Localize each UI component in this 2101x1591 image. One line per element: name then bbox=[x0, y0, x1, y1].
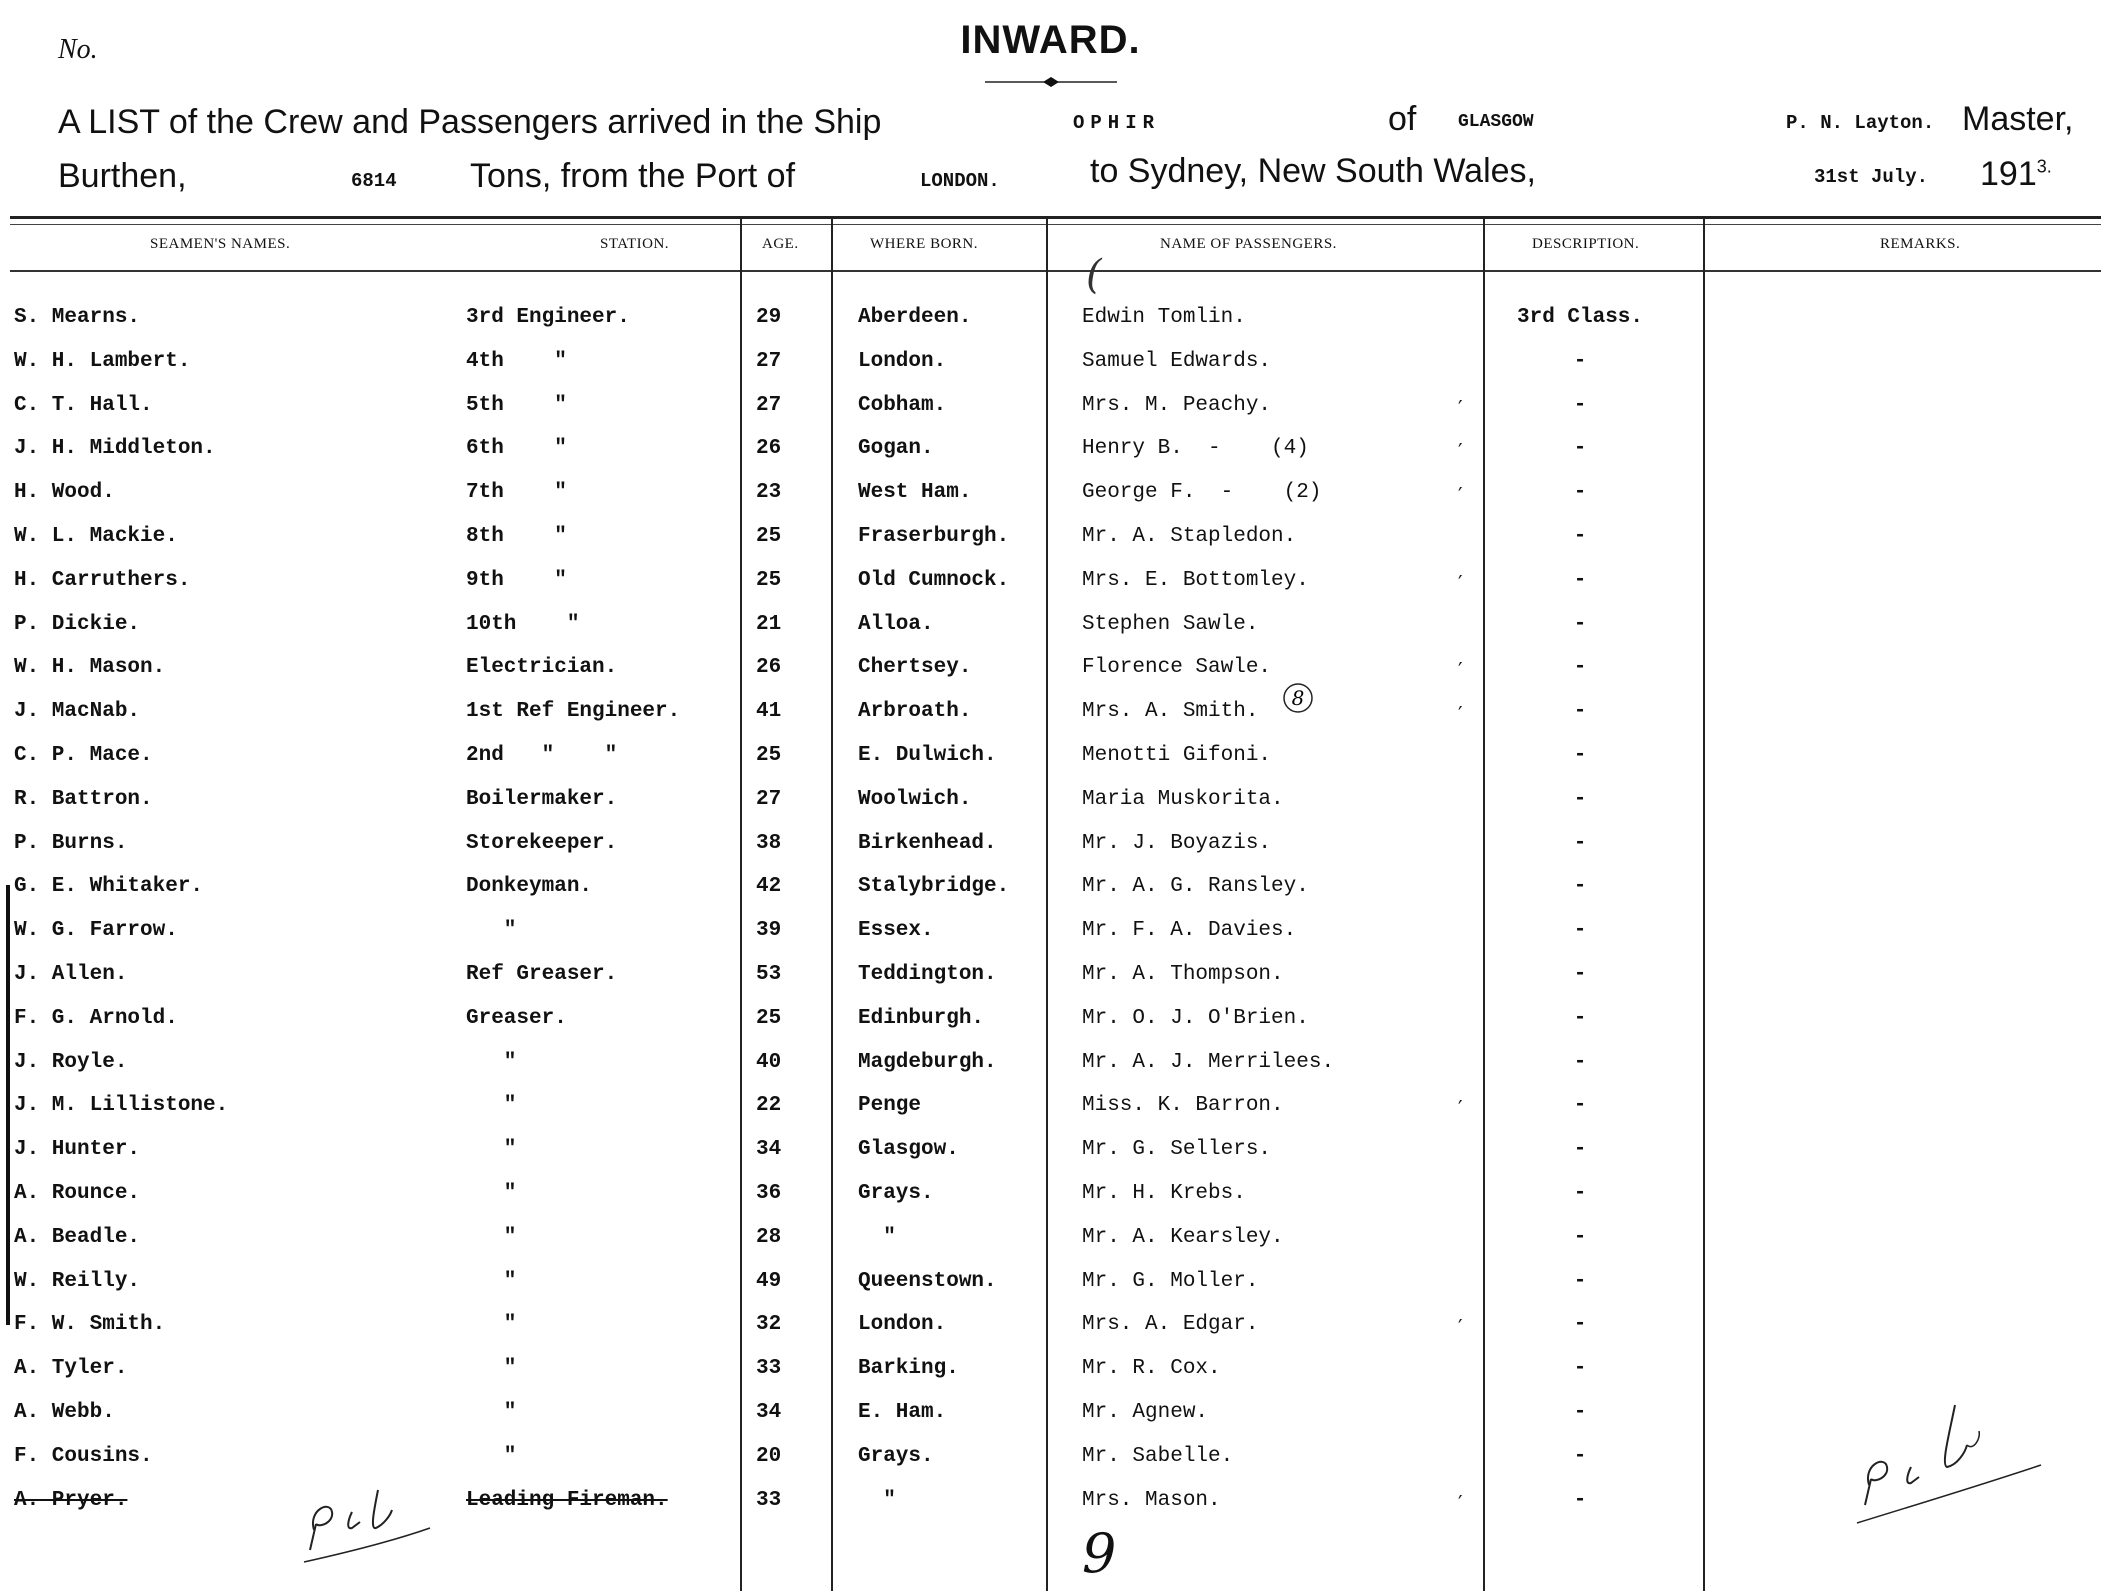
passenger-name: Mr. Agnew. bbox=[1082, 1401, 1209, 1424]
table-row bbox=[0, 1138, 2101, 1182]
tons-from-port-text: Tons, from the Port of bbox=[470, 157, 796, 195]
station: " bbox=[466, 1313, 517, 1336]
table-row bbox=[0, 832, 2101, 876]
station: 10th " bbox=[466, 613, 580, 636]
burthen-label: Burthen, bbox=[58, 157, 187, 195]
passenger-name: Mrs. A. Edgar. bbox=[1082, 1313, 1259, 1336]
where-born: Gogan. bbox=[858, 437, 934, 460]
description: - bbox=[1573, 437, 1587, 460]
age: 28 bbox=[756, 1226, 782, 1249]
table-row bbox=[0, 875, 2101, 919]
description: - bbox=[1573, 1445, 1587, 1468]
column-header-seamen-names: SEAMEN'S NAMES. bbox=[150, 236, 291, 252]
seaman-name: P. Dickie. bbox=[14, 613, 141, 636]
table-row bbox=[0, 656, 2101, 700]
table-row bbox=[0, 1051, 2101, 1095]
where-born: Edinburgh. bbox=[858, 1007, 985, 1030]
passenger-name: Menotti Gifoni. bbox=[1082, 744, 1272, 767]
station: Donkeyman. bbox=[466, 875, 593, 898]
passenger-name: Mr. H. Krebs. bbox=[1082, 1182, 1246, 1205]
table-row bbox=[0, 1313, 2101, 1357]
passenger-name: Mr. A. Stapledon. bbox=[1082, 525, 1297, 548]
seaman-name: J. Allen. bbox=[14, 963, 128, 986]
station: 1st Ref Engineer. bbox=[466, 700, 681, 723]
station: 7th " bbox=[466, 481, 567, 504]
year: $191^{3.}$ bbox=[1980, 155, 2052, 193]
station: " bbox=[466, 1182, 517, 1205]
station: 4th " bbox=[466, 350, 567, 373]
where-born: " bbox=[858, 1489, 896, 1512]
passenger-name: Mr. A. G. Ransley. bbox=[1082, 875, 1309, 898]
where-born: Penge bbox=[858, 1094, 922, 1117]
seaman-name: F. Cousins. bbox=[14, 1445, 153, 1468]
check-mark-icon: ′ bbox=[1458, 439, 1463, 463]
passenger-name: Mrs. E. Bottomley. bbox=[1082, 569, 1309, 592]
passenger-name: Mrs. Mason. bbox=[1082, 1489, 1221, 1512]
seaman-name: W. Reilly. bbox=[14, 1270, 141, 1293]
where-born: Magdeburgh. bbox=[858, 1051, 997, 1074]
age: 36 bbox=[756, 1182, 782, 1205]
where-born: Old Cumnock. bbox=[858, 569, 1010, 592]
where-born: Stalybridge. bbox=[858, 875, 1010, 898]
table-top-rule-thin bbox=[10, 224, 2101, 225]
seaman-name: J. Hunter. bbox=[14, 1138, 141, 1161]
column-header-age: AGE. bbox=[762, 236, 799, 252]
description: - bbox=[1573, 1138, 1587, 1161]
seaman-name: A. Rounce. bbox=[14, 1182, 141, 1205]
station: Leading Fireman. bbox=[466, 1489, 668, 1512]
description: - bbox=[1573, 1270, 1587, 1293]
station: Ref Greaser. bbox=[466, 963, 618, 986]
seaman-name: A. Pryer. bbox=[14, 1489, 128, 1512]
passenger-name: Edwin Tomlin. bbox=[1082, 306, 1246, 329]
where-born: Glasgow. bbox=[858, 1138, 959, 1161]
description: - bbox=[1573, 963, 1587, 986]
passenger-name: Mrs. M. Peachy. bbox=[1082, 394, 1272, 417]
station: " bbox=[466, 1051, 517, 1074]
table-row bbox=[0, 481, 2101, 525]
column-header-where-born: WHERE BORN. bbox=[870, 236, 978, 252]
description: - bbox=[1573, 1051, 1587, 1074]
passenger-name: Mr. G. Sellers. bbox=[1082, 1138, 1272, 1161]
seaman-name: R. Battron. bbox=[14, 788, 153, 811]
description: - bbox=[1573, 613, 1587, 636]
table-row bbox=[0, 613, 2101, 657]
of-word: of bbox=[1388, 100, 1417, 138]
description: - bbox=[1573, 1401, 1587, 1424]
table-top-rule bbox=[10, 216, 2101, 219]
passenger-name: Mr. A. J. Merrilees. bbox=[1082, 1051, 1335, 1074]
seaman-name: C. T. Hall. bbox=[14, 394, 153, 417]
number-label: No. bbox=[58, 34, 98, 65]
seaman-name: W. L. Mackie. bbox=[14, 525, 178, 548]
passenger-name: Miss. K. Barron. bbox=[1082, 1094, 1284, 1117]
table-row bbox=[0, 1007, 2101, 1051]
seaman-name: W. H. Mason. bbox=[14, 656, 166, 679]
master-word: Master, bbox=[1962, 100, 2074, 138]
table-row bbox=[0, 350, 2101, 394]
age: 40 bbox=[756, 1051, 782, 1074]
seaman-name: H. Wood. bbox=[14, 481, 115, 504]
passenger-name: Maria Muskorita. bbox=[1082, 788, 1284, 811]
where-born: Arbroath. bbox=[858, 700, 972, 723]
passenger-name: George F. - (2) bbox=[1082, 481, 1322, 504]
passenger-name: Florence Sawle. bbox=[1082, 656, 1272, 679]
table-row bbox=[0, 1357, 2101, 1401]
where-born: Birkenhead. bbox=[858, 832, 997, 855]
description: - bbox=[1573, 1357, 1587, 1380]
column-header-remarks: REMARKS. bbox=[1880, 236, 1961, 252]
where-born: Essex. bbox=[858, 919, 934, 942]
description: - bbox=[1573, 788, 1587, 811]
age: 29 bbox=[756, 306, 782, 329]
table-row bbox=[0, 788, 2101, 832]
description: - bbox=[1573, 569, 1587, 592]
margin-bracket bbox=[6, 885, 10, 1325]
table-row bbox=[0, 525, 2101, 569]
age: 33 bbox=[756, 1357, 782, 1380]
check-mark-icon: ′ bbox=[1458, 702, 1463, 726]
station: " bbox=[466, 1270, 517, 1293]
passenger-name: Henry B. - (4) bbox=[1082, 437, 1309, 460]
initials-signature-right bbox=[1855, 1395, 2045, 1535]
table-row bbox=[0, 1401, 2101, 1445]
where-born: London. bbox=[858, 1313, 947, 1336]
description: - bbox=[1573, 1007, 1587, 1030]
where-born: Grays. bbox=[858, 1182, 934, 1205]
seaman-name: J. Royle. bbox=[14, 1051, 128, 1074]
table-row bbox=[0, 1094, 2101, 1138]
age: 27 bbox=[756, 394, 782, 417]
age: 32 bbox=[756, 1313, 782, 1336]
station: " bbox=[466, 1138, 517, 1161]
seaman-name: A. Tyler. bbox=[14, 1357, 128, 1380]
check-mark-icon: ′ bbox=[1458, 571, 1463, 595]
age: 49 bbox=[756, 1270, 782, 1293]
station: 9th " bbox=[466, 569, 567, 592]
seaman-name: F. W. Smith. bbox=[14, 1313, 166, 1336]
description: - bbox=[1573, 350, 1587, 373]
table-row bbox=[0, 394, 2101, 438]
svg-text:8: 8 bbox=[1291, 686, 1305, 710]
check-mark-icon: ′ bbox=[1458, 1491, 1463, 1515]
description: 3rd Class. bbox=[1516, 306, 1644, 329]
passenger-name: Mrs. A. Smith. bbox=[1082, 700, 1259, 723]
passenger-name: Stephen Sawle. bbox=[1082, 613, 1259, 636]
tonnage: 6814 bbox=[351, 170, 397, 192]
seaman-name: A. Beadle. bbox=[14, 1226, 141, 1249]
table-row bbox=[0, 919, 2101, 963]
station: Boilermaker. bbox=[466, 788, 618, 811]
passenger-name: Mr. A. Kearsley. bbox=[1082, 1226, 1284, 1249]
description: - bbox=[1573, 919, 1587, 942]
age: 27 bbox=[756, 788, 782, 811]
description: - bbox=[1573, 1313, 1587, 1336]
age: 25 bbox=[756, 525, 782, 548]
description: - bbox=[1573, 1489, 1587, 1512]
description: - bbox=[1573, 394, 1587, 417]
age: 22 bbox=[756, 1094, 782, 1117]
age: 25 bbox=[756, 569, 782, 592]
where-born: Grays. bbox=[858, 1445, 934, 1468]
check-mark-icon: ′ bbox=[1458, 483, 1463, 507]
seaman-name: H. Carruthers. bbox=[14, 569, 191, 592]
port-of-registry: GLASGOW bbox=[1458, 112, 1534, 132]
station: " bbox=[466, 1357, 517, 1380]
table-row bbox=[0, 744, 2101, 788]
table-row bbox=[0, 437, 2101, 481]
age: 23 bbox=[756, 481, 782, 504]
column-header-rule bbox=[10, 270, 2101, 272]
list-heading-prefix: A LIST of the Crew and Passengers arrived in the Ship bbox=[58, 103, 882, 141]
seaman-name: C. P. Mace. bbox=[14, 744, 153, 767]
seaman-name: J. MacNab. bbox=[14, 700, 141, 723]
seaman-name: A. Webb. bbox=[14, 1401, 115, 1424]
table-row bbox=[0, 1226, 2101, 1270]
check-mark-icon: ′ bbox=[1458, 396, 1463, 420]
age: 27 bbox=[756, 350, 782, 373]
seaman-name: W. H. Lambert. bbox=[14, 350, 191, 373]
table-row bbox=[0, 963, 2101, 1007]
description: - bbox=[1573, 656, 1587, 679]
master-name: P. N. Layton. bbox=[1786, 112, 1935, 134]
station: " bbox=[466, 1094, 517, 1117]
where-born: Teddington. bbox=[858, 963, 997, 986]
station: 5th " bbox=[466, 394, 567, 417]
age: 26 bbox=[756, 656, 782, 679]
initials-signature-left bbox=[300, 1450, 450, 1570]
title-ornament bbox=[985, 76, 1117, 88]
age: 21 bbox=[756, 613, 782, 636]
where-born: Woolwich. bbox=[858, 788, 972, 811]
table-row bbox=[0, 306, 2101, 350]
where-born: Fraserburgh. bbox=[858, 525, 1010, 548]
seaman-name: F. G. Arnold. bbox=[14, 1007, 178, 1030]
station: 8th " bbox=[466, 525, 567, 548]
description: - bbox=[1573, 744, 1587, 767]
circled-number-mark bbox=[1280, 680, 1316, 716]
handwritten-mark: ( bbox=[1086, 252, 1102, 298]
age: 34 bbox=[756, 1401, 782, 1424]
age: 38 bbox=[756, 832, 782, 855]
port-of-departure: LONDON. bbox=[920, 170, 1000, 192]
seaman-name: J. H. Middleton. bbox=[14, 437, 216, 460]
station: " bbox=[466, 1226, 517, 1249]
station: Greaser. bbox=[466, 1007, 567, 1030]
station: " bbox=[466, 1401, 517, 1424]
age: 42 bbox=[756, 875, 782, 898]
ship-name: OPHIR bbox=[1073, 112, 1161, 134]
column-header-name-of-passengers: NAME OF PASSENGERS. bbox=[1160, 236, 1337, 252]
passenger-name: Mr. O. J. O'Brien. bbox=[1082, 1007, 1309, 1030]
passenger-name: Mr. Sabelle. bbox=[1082, 1445, 1234, 1468]
table-row bbox=[0, 1182, 2101, 1226]
age: 39 bbox=[756, 919, 782, 942]
description: - bbox=[1573, 481, 1587, 504]
age: 20 bbox=[756, 1445, 782, 1468]
seaman-name: S. Mearns. bbox=[14, 306, 141, 329]
passenger-name: Samuel Edwards. bbox=[1082, 350, 1272, 373]
where-born: London. bbox=[858, 350, 947, 373]
seaman-name: W. G. Farrow. bbox=[14, 919, 178, 942]
passenger-name: Mr. J. Boyazis. bbox=[1082, 832, 1272, 855]
age: 26 bbox=[756, 437, 782, 460]
age: 25 bbox=[756, 744, 782, 767]
description: - bbox=[1573, 832, 1587, 855]
where-born: Barking. bbox=[858, 1357, 959, 1380]
arrival-date: 31st July. bbox=[1814, 166, 1929, 188]
where-born: Alloa. bbox=[858, 613, 934, 636]
seaman-name: G. E. Whitaker. bbox=[14, 875, 204, 898]
description: - bbox=[1573, 1094, 1587, 1117]
station: Storekeeper. bbox=[466, 832, 618, 855]
column-header-station: STATION. bbox=[600, 236, 670, 252]
where-born: Queenstown. bbox=[858, 1270, 997, 1293]
check-mark-icon: ′ bbox=[1458, 1315, 1463, 1339]
table-row bbox=[0, 1270, 2101, 1314]
table-row bbox=[0, 700, 2101, 744]
age: 33 bbox=[756, 1489, 782, 1512]
where-born: " bbox=[858, 1226, 896, 1249]
where-born: Cobham. bbox=[858, 394, 947, 417]
age: 34 bbox=[756, 1138, 782, 1161]
station: 2nd " " bbox=[466, 744, 618, 767]
column-header-description: DESCRIPTION. bbox=[1532, 236, 1640, 252]
description: - bbox=[1573, 525, 1587, 548]
check-mark-icon: ′ bbox=[1458, 1096, 1463, 1120]
station: " bbox=[466, 919, 517, 942]
age: 25 bbox=[756, 1007, 782, 1030]
age: 41 bbox=[756, 700, 782, 723]
passenger-name: Mr. A. Thompson. bbox=[1082, 963, 1284, 986]
destination-text: to Sydney, New South Wales, bbox=[1090, 152, 1536, 190]
passenger-name: Mr. R. Cox. bbox=[1082, 1357, 1221, 1380]
station: Electrician. bbox=[466, 656, 618, 679]
seaman-name: J. M. Lillistone. bbox=[14, 1094, 229, 1117]
passenger-name: Mr. F. A. Davies. bbox=[1082, 919, 1297, 942]
table-row bbox=[0, 569, 2101, 613]
document-title: INWARD. bbox=[960, 18, 1141, 62]
description: - bbox=[1573, 1226, 1587, 1249]
description: - bbox=[1573, 875, 1587, 898]
handwritten-count: 9 bbox=[1082, 1522, 1117, 1585]
description: - bbox=[1573, 700, 1587, 723]
passenger-name: Mr. G. Moller. bbox=[1082, 1270, 1259, 1293]
where-born: E. Dulwich. bbox=[858, 744, 997, 767]
where-born: Aberdeen. bbox=[858, 306, 972, 329]
check-mark-icon: ′ bbox=[1458, 658, 1463, 682]
where-born: West Ham. bbox=[858, 481, 972, 504]
description: - bbox=[1573, 1182, 1587, 1205]
seaman-name: P. Burns. bbox=[14, 832, 128, 855]
where-born: E. Ham. bbox=[858, 1401, 947, 1424]
station: 3rd Engineer. bbox=[466, 306, 630, 329]
age: 53 bbox=[756, 963, 782, 986]
station: " bbox=[466, 1445, 517, 1468]
where-born: Chertsey. bbox=[858, 656, 972, 679]
station: 6th " bbox=[466, 437, 567, 460]
